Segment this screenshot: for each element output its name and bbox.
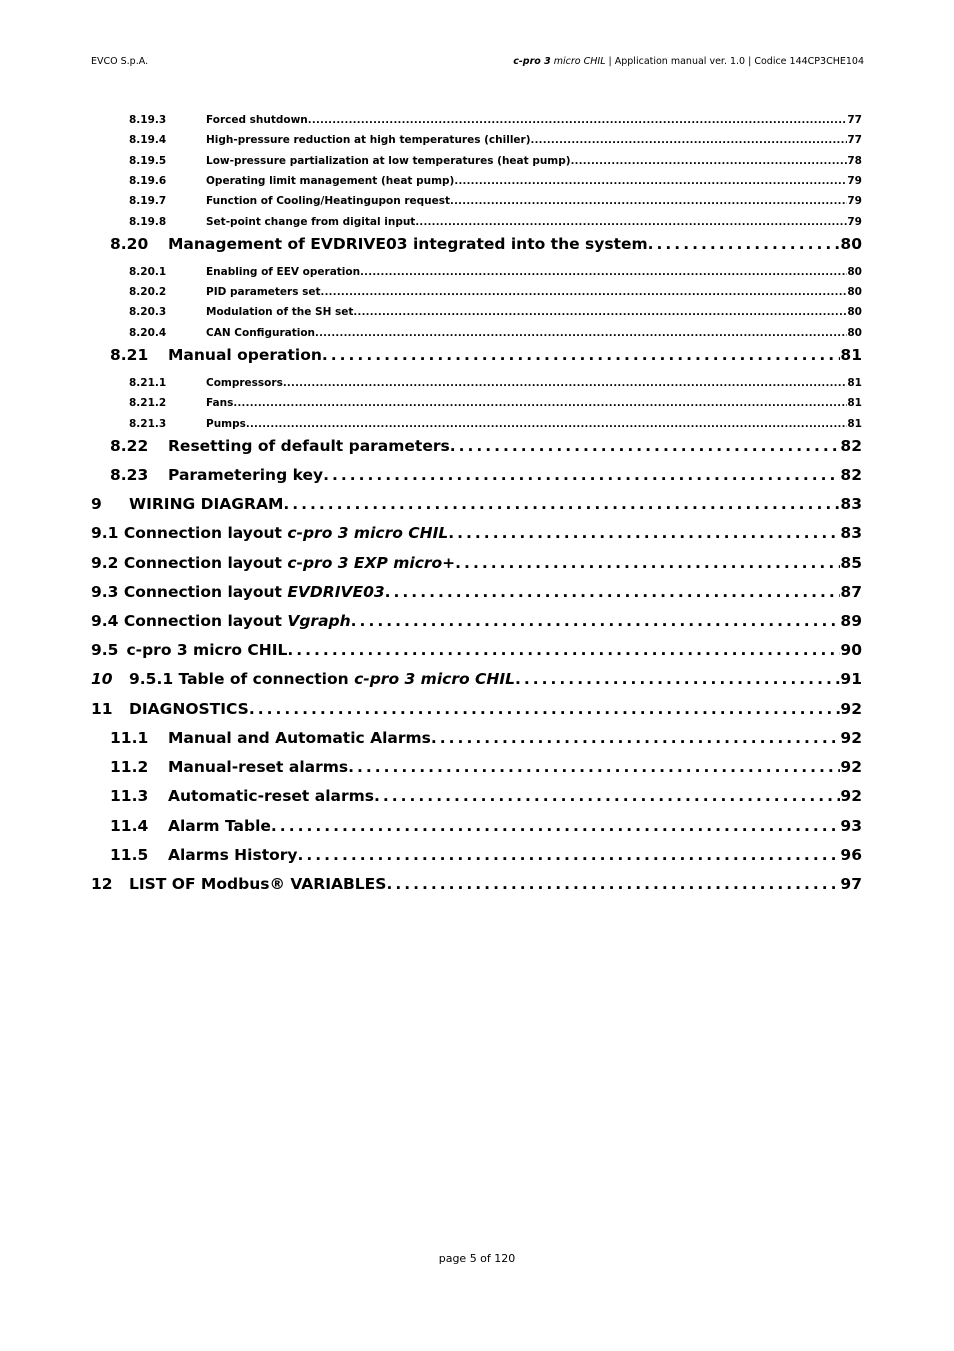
toc-entry[interactable] (110, 817, 862, 839)
toc-leader-dots (531, 134, 848, 146)
page-number: page 5 of 120 (438, 1252, 516, 1265)
toc-entry-title-product: c-pro 3 EXP micro+ (287, 554, 456, 572)
toc-entry-title: Modulation of the SH set (206, 306, 354, 318)
toc-leader-dots (454, 175, 847, 187)
toc-entry-number: 8.21.2 (129, 397, 167, 409)
toc-leader-dots (321, 286, 848, 298)
toc-leader-dots (415, 216, 847, 228)
toc-entry-title: High-pressure reduction at high temperatures (chiller) (206, 134, 531, 146)
toc-entry-page: 80 (847, 286, 862, 298)
toc-leader-dots (283, 495, 840, 513)
toc-entry[interactable] (129, 397, 862, 411)
toc-entry[interactable] (91, 612, 862, 634)
toc-entry[interactable] (129, 114, 862, 128)
toc-entry-page: 87 (840, 583, 862, 601)
company-name: EVCO S.p.A. (91, 56, 149, 67)
toc-entry[interactable] (129, 155, 862, 169)
toc-entry-title: Enabling of EEV operation (206, 266, 361, 278)
page-header (91, 55, 864, 69)
toc-leader-dots (374, 787, 840, 805)
toc-entry[interactable] (129, 175, 862, 189)
toc-leader-dots (298, 846, 841, 864)
toc-entry[interactable] (110, 346, 862, 368)
toc-entry-number: 11 (91, 700, 113, 718)
toc-entry-page: 81 (847, 418, 862, 430)
toc-leader-dots (450, 437, 841, 455)
toc-entry-page: 80 (847, 266, 862, 278)
toc-entry-title-prefix: 9.2 Connection layout (91, 554, 288, 572)
toc-entry-title-prefix: 9.1 Connection layout (91, 524, 288, 542)
toc-entry-number: 8.20.3 (129, 306, 167, 318)
toc-entry-number: 11.1 (110, 729, 149, 747)
toc-entry-page: 79 (847, 195, 862, 207)
toc-entry-title: Manual and Automatic Alarms (168, 729, 431, 747)
toc-leader-dots (571, 155, 848, 167)
toc-entry-page: 96 (840, 846, 862, 864)
toc-entry-page: 78 (847, 155, 862, 167)
toc-leader-dots (246, 418, 847, 430)
toc-entry-title: Resetting of default parameters (168, 437, 450, 455)
toc-entry-title: Compressors (206, 377, 283, 389)
toc-entry-number: 11.2 (110, 758, 149, 776)
toc-entry-page: 91 (840, 670, 862, 688)
toc-entry-number: 8.22 (110, 437, 149, 455)
toc-entry[interactable] (110, 235, 862, 257)
toc-entry-title (91, 554, 455, 572)
toc-entry[interactable] (129, 134, 862, 148)
toc-leader-dots (249, 700, 841, 718)
toc-entry-title: Set-point change from digital input (206, 216, 416, 228)
toc-leader-dots (322, 346, 841, 364)
toc-leader-dots (348, 758, 840, 776)
toc-entry-title-product: EVDRIVE03 (287, 583, 385, 601)
toc-entry-title-prefix: 9.4 Connection layout (91, 612, 288, 630)
toc-entry-number: 8.20.1 (129, 266, 167, 278)
toc-entry-page: 83 (840, 524, 862, 542)
toc-entry-title-prefix: 9.3 Connection layout (91, 583, 288, 601)
toc-entry-title-prefix: 9.5.1 Table of connection (129, 670, 355, 688)
toc-entry-number: 8.20.4 (129, 327, 167, 339)
toc-entry-number: 8.19.4 (129, 134, 167, 146)
toc-entry[interactable] (91, 554, 862, 576)
toc-entry[interactable] (91, 700, 862, 722)
toc-entry[interactable] (110, 758, 862, 780)
toc-entry-page: 92 (840, 729, 862, 747)
toc-entry-title: Fans (206, 397, 234, 409)
toc-leader-dots (385, 583, 841, 601)
toc-entry-title: CAN Configuration (206, 327, 316, 339)
toc-entry-page: 92 (840, 700, 862, 718)
toc-leader-dots (360, 266, 847, 278)
toc-entry-number: 8.21.3 (129, 418, 167, 430)
toc-entry[interactable] (91, 583, 862, 605)
toc-entry-number: 8.20.2 (129, 286, 167, 298)
toc-leader-dots (353, 306, 847, 318)
toc-entry-page: 90 (840, 641, 862, 659)
toc-entry-title: c-pro 3 micro CHIL (126, 641, 288, 659)
toc-entry[interactable] (110, 846, 862, 868)
toc-entry-title: Operating limit management (heat pump) (206, 175, 455, 187)
toc-entry-title: Automatic-reset alarms (168, 787, 374, 805)
toc-leader-dots (448, 524, 840, 542)
toc-entry[interactable] (110, 466, 862, 488)
toc-entry-number: 9 (91, 495, 102, 513)
toc-entry[interactable] (129, 377, 862, 391)
toc-leader-dots (271, 817, 841, 835)
toc-leader-dots (287, 641, 840, 659)
toc-entry-number: 11.5 (110, 846, 149, 864)
toc-entry-number: 11.3 (110, 787, 149, 805)
toc-entry[interactable] (129, 195, 862, 209)
toc-entry-page: 93 (840, 817, 862, 835)
toc-entry[interactable] (129, 418, 862, 432)
toc-entry-title-product: c-pro 3 micro CHIL (287, 524, 449, 542)
toc-leader-dots (386, 875, 840, 893)
toc-entry-title: Forced shutdown (206, 114, 308, 126)
toc-entry-title: Management of EVDRIVE03 integrated into the system (168, 235, 648, 253)
toc-entry-page: 81 (847, 377, 862, 389)
toc-entry-title: DIAGNOSTICS (129, 700, 249, 718)
toc-entry-number: 8.19.5 (129, 155, 167, 167)
toc-entry-page: 77 (847, 134, 862, 146)
toc-entry[interactable] (129, 286, 862, 300)
toc-leader-dots (315, 327, 847, 339)
toc-entry-page: 80 (847, 327, 862, 339)
toc-entry-number: 9.5 (91, 641, 119, 659)
toc-entry[interactable] (91, 524, 862, 546)
toc-entry-title (91, 612, 351, 630)
toc-entry-title (91, 583, 385, 601)
toc-entry[interactable] (110, 729, 862, 751)
toc-entry-number: 11.4 (110, 817, 149, 835)
toc-entry[interactable] (91, 641, 862, 663)
toc-entry-title: Alarms History (168, 846, 298, 864)
toc-entry-page: 89 (840, 612, 862, 630)
toc-entry-number: 8.19.6 (129, 175, 167, 187)
toc-entry-number: 8.19.8 (129, 216, 167, 228)
product-name-bold: c-pro 3 (513, 56, 551, 67)
toc-entry-page: 83 (840, 495, 862, 513)
toc-entry-page: 77 (847, 114, 862, 126)
toc-entry-page: 79 (847, 216, 862, 228)
toc-entry-page: 92 (840, 758, 862, 776)
toc-leader-dots (450, 195, 847, 207)
toc-entry-title (129, 670, 515, 688)
toc-entry-title: WIRING DIAGRAM (129, 495, 284, 513)
toc-entry[interactable] (91, 670, 862, 692)
toc-entry-title: Pumps (206, 418, 246, 430)
toc-entry-number: 8.21.1 (129, 377, 167, 389)
toc-entry[interactable] (110, 787, 862, 809)
toc-entry-title: Function of Cooling/Heatingupon request (206, 195, 451, 207)
toc-entry[interactable] (110, 437, 862, 459)
toc-entry-page: 92 (840, 787, 862, 805)
toc-entry-title (91, 524, 448, 542)
toc-entry-page: 80 (847, 306, 862, 318)
toc-entry-page: 82 (840, 466, 862, 484)
toc-entry[interactable] (129, 266, 862, 280)
toc-entry-title: Manual-reset alarms (168, 758, 349, 776)
toc-leader-dots (515, 670, 840, 688)
toc-leader-dots (233, 397, 847, 409)
toc-leader-dots (283, 377, 848, 389)
toc-leader-dots (431, 729, 841, 747)
toc-entry-title: LIST OF Modbus® VARIABLES (129, 875, 387, 893)
doc-version-code: | Application manual ver. 1.0 | Codice 144CP3CHE104 (608, 56, 864, 67)
toc-entry[interactable] (129, 216, 862, 230)
toc-entry-page: 81 (840, 346, 862, 364)
toc-leader-dots (455, 554, 840, 572)
toc-entry-title: Parametering key (168, 466, 324, 484)
toc-entry[interactable] (91, 495, 862, 517)
toc-entry-title-product: Vgraph (287, 612, 351, 630)
toc-entry-page: 79 (847, 175, 862, 187)
toc-entry-page: 85 (840, 554, 862, 572)
toc-leader-dots (351, 612, 841, 630)
toc-entry-title: Alarm Table (168, 817, 271, 835)
toc-leader-dots (323, 466, 840, 484)
toc-entry-page: 97 (840, 875, 862, 893)
product-name-italic: micro CHIL (553, 56, 606, 67)
document-info (513, 55, 864, 69)
toc-entry-number: 8.19.3 (129, 114, 167, 126)
toc-entry-number: 8.23 (110, 466, 149, 484)
toc-entry-title: Low-pressure partialization at low temperatures (heat pump) (206, 155, 571, 167)
toc-entry-page: 81 (847, 397, 862, 409)
toc-entry-title: PID parameters set (206, 286, 321, 298)
toc-entry-number: 8.20 (110, 235, 149, 253)
page-footer (0, 1251, 954, 1267)
toc-entry[interactable] (91, 875, 862, 897)
toc-entry-number: 8.21 (110, 346, 149, 364)
toc-entry-page: 80 (840, 235, 862, 253)
toc-entry-number: 8.19.7 (129, 195, 167, 207)
toc-entry-title-product: c-pro 3 micro CHIL (354, 670, 515, 688)
toc-entry-title: Manual operation (168, 346, 322, 364)
toc-entry[interactable] (129, 306, 862, 320)
toc-leader-dots (308, 114, 848, 126)
toc-entry[interactable] (129, 327, 862, 341)
toc-entry-page: 82 (840, 437, 862, 455)
toc-leader-dots (648, 235, 841, 253)
toc-entry-number: 10 (91, 670, 113, 688)
toc-entry-number: 12 (91, 875, 113, 893)
